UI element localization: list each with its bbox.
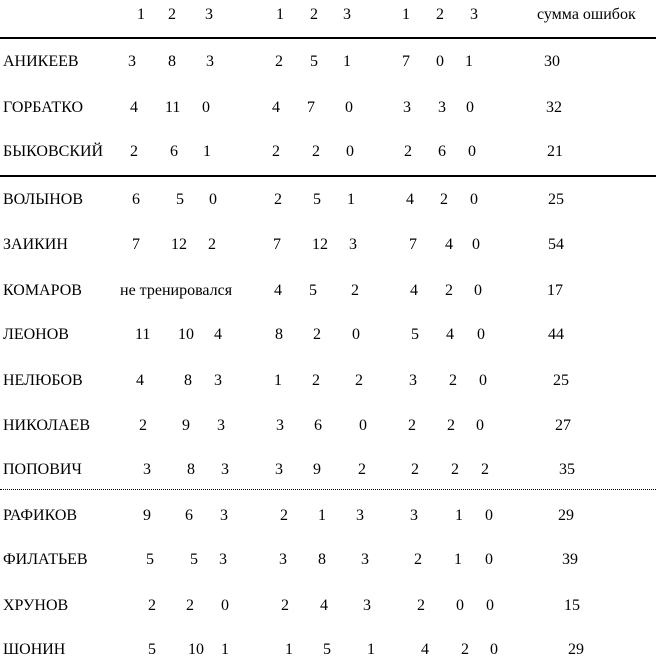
error-count: 2 [272,143,280,160]
error-count: 3 [206,53,214,70]
error-count: 5 [313,191,321,208]
error-total: 27 [555,417,571,434]
header-divider [0,37,656,39]
error-count: 6 [170,143,178,160]
error-count: 4 [410,282,418,299]
error-count: 0 [490,641,498,658]
error-total: 35 [559,461,575,478]
column-header: 3 [470,6,478,23]
error-count: 8 [168,53,176,70]
error-count: 11 [135,326,151,343]
error-count: 5 [323,641,331,658]
error-count: 2 [417,597,425,614]
error-count: 9 [182,417,190,434]
cosmonaut-name: НИКОЛАЕВ [3,417,90,434]
error-total: 25 [553,372,569,389]
error-count: 2 [440,191,448,208]
error-count: 0 [477,326,485,343]
error-count: 7 [307,99,315,116]
error-count: 3 [220,507,228,524]
error-count: 2 [445,282,453,299]
error-count: 5 [309,282,317,299]
error-count: 0 [209,191,217,208]
error-count: 12 [312,236,328,253]
error-count: 4 [421,641,429,658]
error-count: 2 [313,326,321,343]
error-count: 2 [186,597,194,614]
error-count: 10 [188,641,204,658]
error-count: 12 [171,236,187,253]
error-count: 0 [346,143,354,160]
error-count: 0 [345,99,353,116]
error-count: 2 [130,143,138,160]
error-count: 2 [404,143,412,160]
error-total: 39 [562,551,578,568]
error-count: 3 [128,53,136,70]
error-count: 0 [202,99,210,116]
error-count: 3 [221,461,229,478]
column-header: 3 [205,6,213,23]
error-count: 0 [485,507,493,524]
column-header: 2 [168,6,176,23]
column-header: 2 [310,6,318,23]
error-total: 30 [544,53,560,70]
error-total: 32 [546,99,562,116]
error-count: 3 [143,461,151,478]
total-column-header: сумма ошибок [537,6,636,23]
error-count: 2 [275,53,283,70]
error-total: 21 [547,143,563,160]
error-count: 2 [281,597,289,614]
error-count: 0 [436,53,444,70]
error-count: 8 [318,551,326,568]
error-count: 1 [347,191,355,208]
error-count: 7 [402,53,410,70]
error-total: 54 [548,236,564,253]
error-count: 3 [438,99,446,116]
error-total: 15 [564,597,580,614]
column-header: 2 [436,6,444,23]
error-total: 25 [548,191,564,208]
error-count: 4 [130,99,138,116]
error-count: 1 [367,641,375,658]
error-count: 5 [190,551,198,568]
cosmonaut-name: НЕЛЮБОВ [3,372,83,389]
error-count: 1 [221,641,229,658]
error-count: 2 [208,236,216,253]
error-count: 2 [358,461,366,478]
error-count: 3 [219,551,227,568]
error-count: 3 [361,551,369,568]
not-trained-note: не тренировался [120,282,233,299]
error-count: 2 [447,417,455,434]
error-count: 0 [474,282,482,299]
error-count: 2 [280,507,288,524]
error-count: 4 [214,326,222,343]
error-count: 5 [146,551,154,568]
column-header: 3 [343,6,351,23]
error-count: 3 [403,99,411,116]
error-count: 4 [136,372,144,389]
error-count: 2 [312,372,320,389]
error-count: 0 [485,551,493,568]
error-count: 6 [314,417,322,434]
error-count: 3 [349,236,357,253]
error-count: 4 [274,282,282,299]
column-header: 1 [402,6,410,23]
error-count: 7 [273,236,281,253]
error-count: 3 [410,507,418,524]
error-count: 2 [411,461,419,478]
error-count: 10 [178,326,194,343]
error-count: 9 [143,507,151,524]
error-count: 2 [481,461,489,478]
error-count: 7 [132,236,140,253]
error-count: 3 [214,372,222,389]
group-divider [0,175,656,177]
error-count: 5 [176,191,184,208]
cosmonaut-name: АНИКЕЕВ [3,53,79,70]
cosmonaut-name: БЫКОВСКИЙ [3,143,104,160]
error-count: 1 [285,641,293,658]
error-count: 2 [451,461,459,478]
error-count: 3 [275,461,283,478]
error-count: 3 [356,507,364,524]
error-count: 0 [472,236,480,253]
error-count: 7 [409,236,417,253]
cosmonaut-name: РАФИКОВ [3,507,78,524]
error-count: 0 [470,191,478,208]
error-total: 44 [548,326,564,343]
error-count: 8 [187,461,195,478]
error-count: 2 [408,417,416,434]
cosmonaut-name: ШОНИН [3,641,66,658]
cosmonaut-name: ВОЛЫНОВ [3,191,84,208]
error-count: 5 [310,53,318,70]
error-count: 2 [274,191,282,208]
error-count: 2 [449,372,457,389]
error-count: 0 [466,99,474,116]
cosmonaut-name: ЛЕОНОВ [3,326,69,343]
error-count: 0 [479,372,487,389]
error-count: 1 [454,551,462,568]
cosmonaut-name: КОМАРОВ [3,282,82,299]
error-count: 6 [185,507,193,524]
error-count: 5 [411,326,419,343]
error-count: 1 [465,53,473,70]
error-count: 0 [476,417,484,434]
error-count: 3 [363,597,371,614]
error-count: 1 [318,507,326,524]
cosmonaut-name: ГОРБАТКО [3,99,84,116]
error-count: 4 [406,191,414,208]
group-divider-dotted [0,489,656,490]
error-count: 2 [355,372,363,389]
error-count: 0 [359,417,367,434]
error-count: 5 [148,641,156,658]
error-count: 6 [132,191,140,208]
error-count: 1 [274,372,282,389]
error-count: 1 [343,53,351,70]
error-total: 29 [568,641,584,658]
error-count: 0 [221,597,229,614]
error-count: 3 [409,372,417,389]
error-count: 2 [414,551,422,568]
error-count: 11 [165,99,181,116]
error-count: 2 [148,597,156,614]
error-count: 8 [275,326,283,343]
error-count: 0 [486,597,494,614]
error-count: 1 [203,143,211,160]
error-count: 4 [320,597,328,614]
error-count: 3 [279,551,287,568]
error-count: 2 [461,641,469,658]
error-count: 8 [184,372,192,389]
error-total: 29 [558,507,574,524]
error-count: 9 [313,461,321,478]
column-header: 1 [137,6,145,23]
column-header: 1 [276,6,284,23]
error-count: 1 [455,507,463,524]
error-count: 3 [276,417,284,434]
cosmonaut-name: ПОПОВИЧ [3,461,82,478]
cosmonaut-name: ХРУНОВ [3,597,69,614]
error-count: 4 [272,99,280,116]
error-count: 3 [217,417,225,434]
error-count: 2 [312,143,320,160]
error-count: 0 [468,143,476,160]
cosmonaut-name: ЗАИКИН [3,236,68,253]
error-total: 17 [547,282,563,299]
error-count: 4 [446,326,454,343]
error-count: 6 [438,143,446,160]
cosmonaut-name: ФИЛАТЬЕВ [3,551,88,568]
error-count: 2 [139,417,147,434]
error-count: 0 [456,597,464,614]
error-count: 2 [351,282,359,299]
error-count: 4 [445,236,453,253]
error-count: 0 [352,326,360,343]
